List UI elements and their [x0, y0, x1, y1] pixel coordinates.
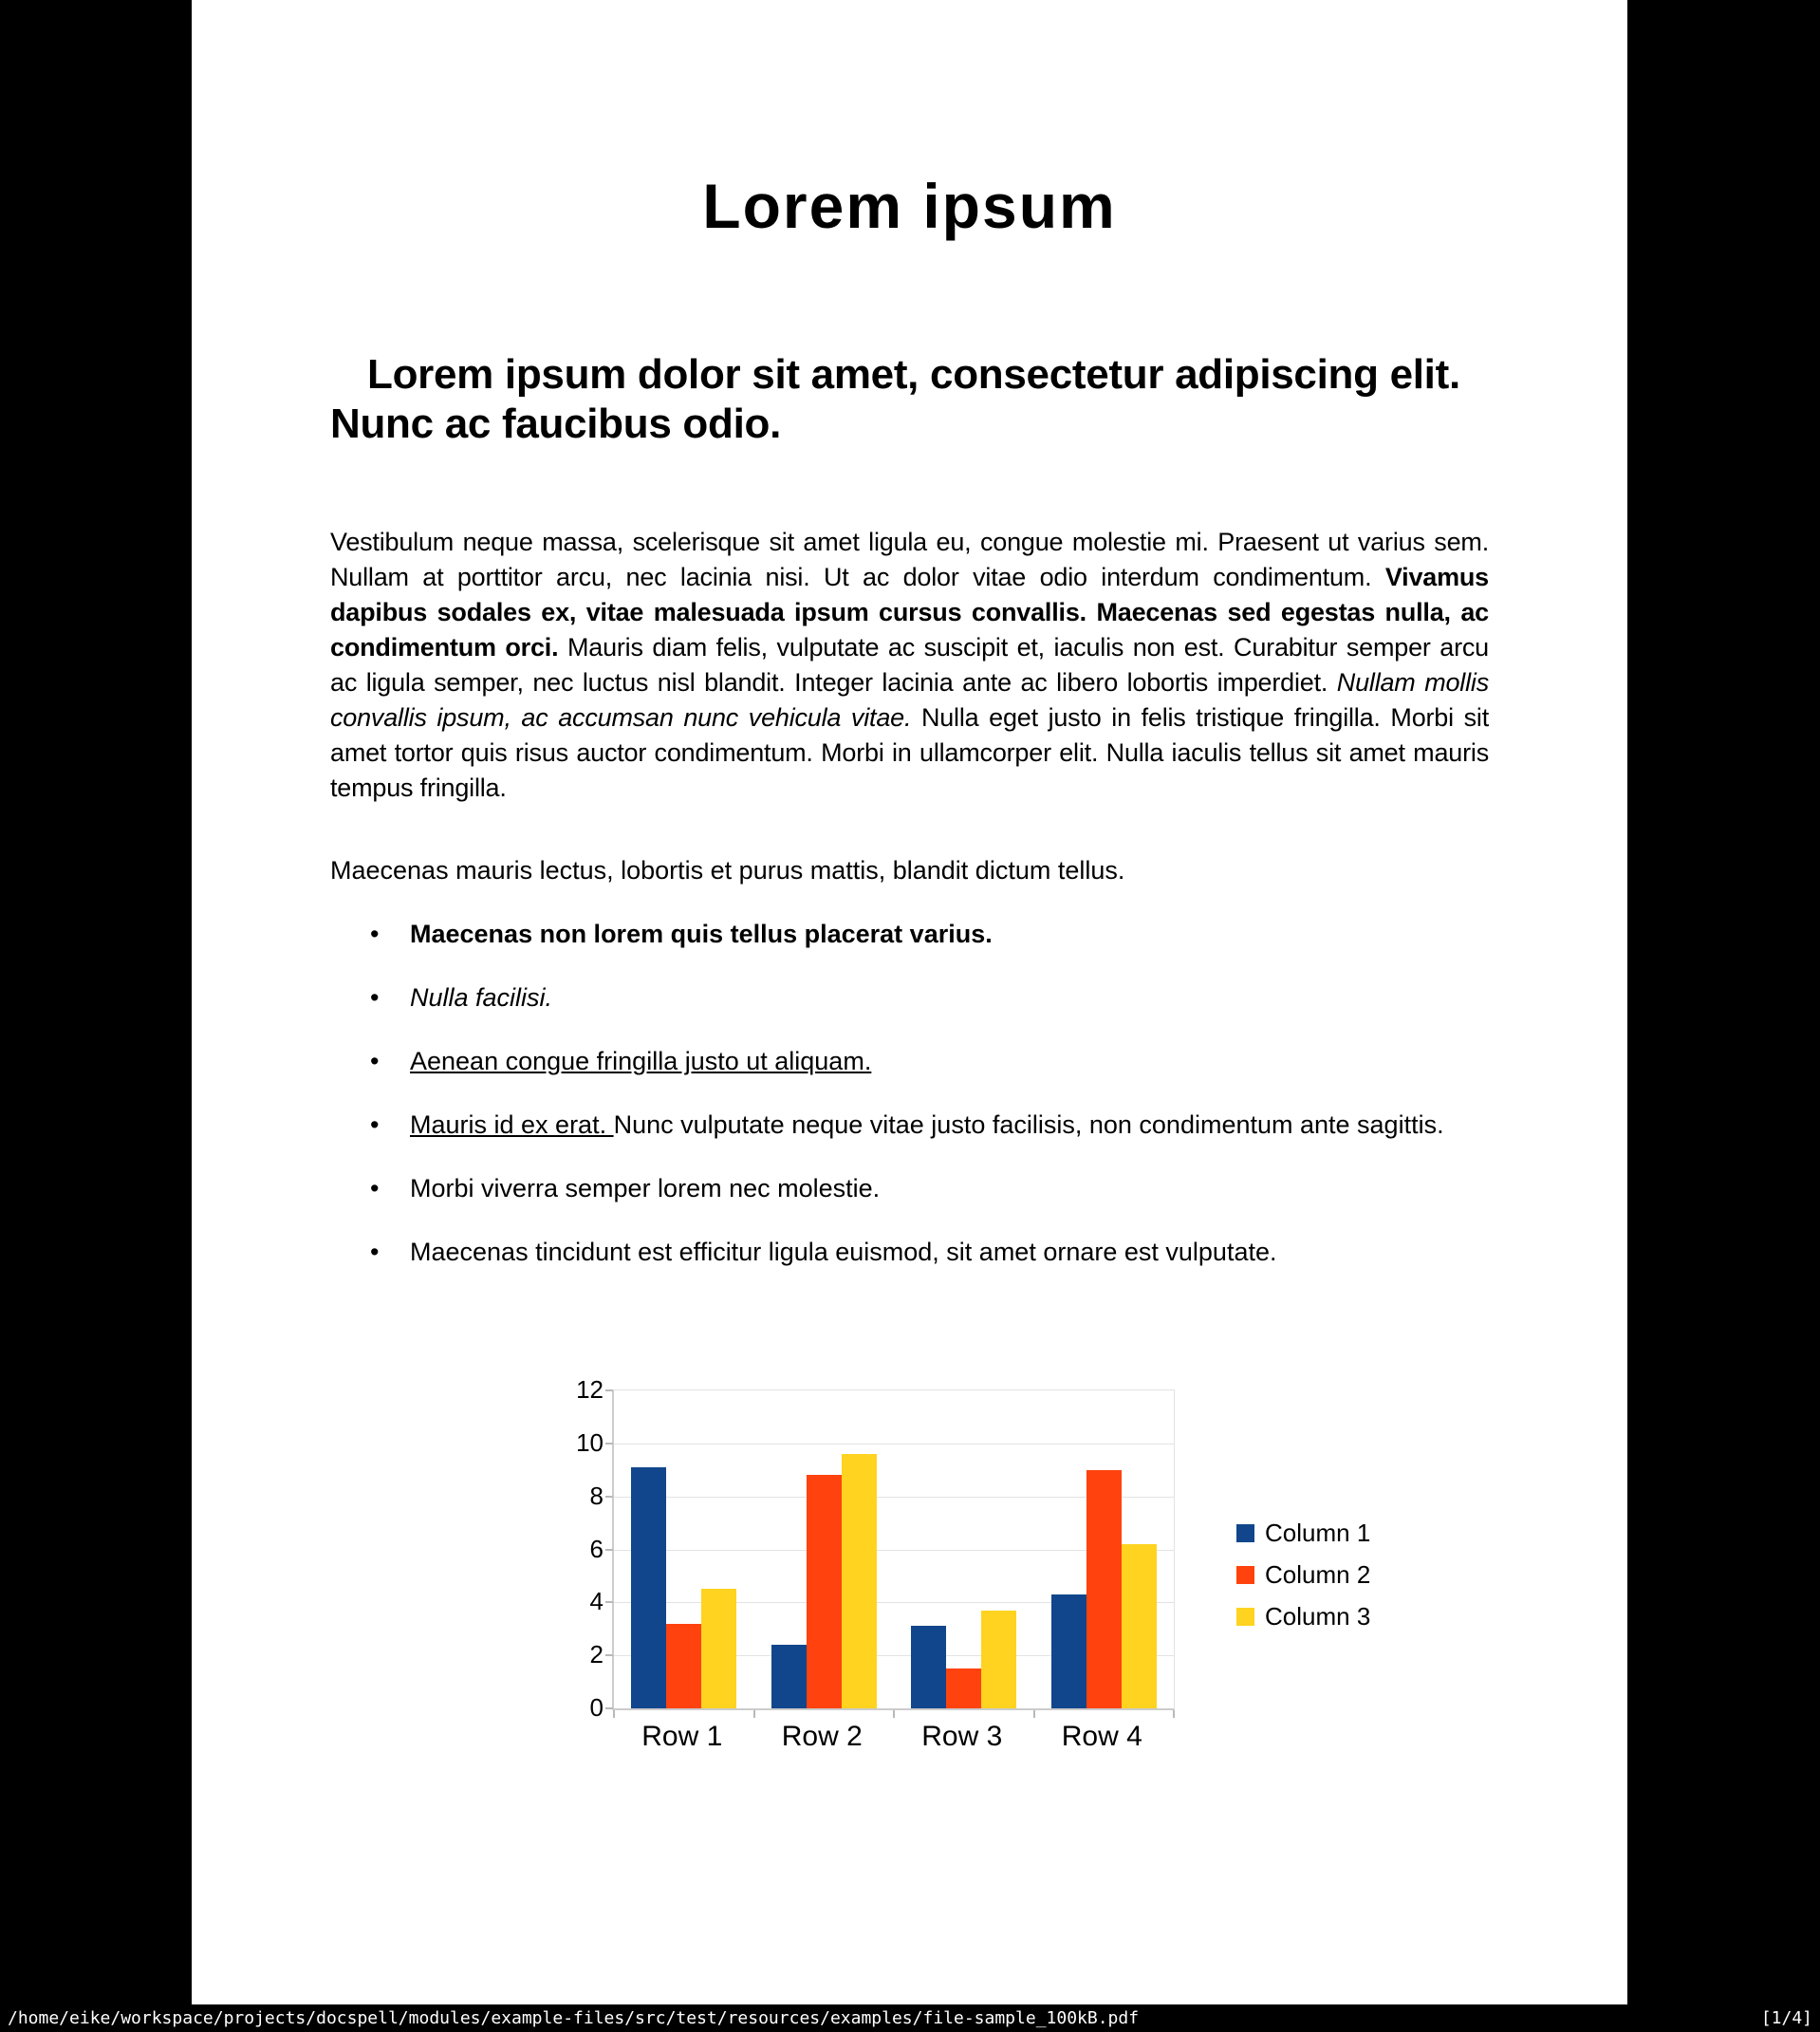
- bar-column-3-row-1: [701, 1589, 736, 1708]
- list-item: [330, 980, 1489, 1016]
- legend-label: Column 1: [1265, 1519, 1371, 1547]
- page-content: [192, 0, 1627, 1270]
- bar-column-1-row-2: [771, 1645, 807, 1708]
- x-axis-tick: [613, 1710, 615, 1718]
- bullet-icon: •: [370, 1110, 380, 1140]
- text-segment: Mauris diam felis, vulputate ac suscipit et, iaculis non est. Curabitur semper arcu ac ligula semper, nec luctus nisl blandit. Integer lacinia ante ac libero lobortis imperdiet.: [330, 633, 1489, 698]
- bar-column-3-row-3: [981, 1611, 1016, 1708]
- y-axis-tick: [605, 1601, 613, 1603]
- y-axis-label: 10: [576, 1427, 604, 1457]
- gridline: [614, 1444, 1174, 1445]
- bar-chart: [562, 1365, 1568, 1773]
- bar-column-2-row-2: [807, 1475, 842, 1708]
- bar-column-3-row-4: [1122, 1544, 1157, 1708]
- chart-legend: [1236, 1519, 1370, 1631]
- bar-column-1-row-4: [1051, 1594, 1086, 1708]
- legend-swatch-icon: [1236, 1608, 1254, 1626]
- list-item: [330, 917, 1489, 952]
- legend-swatch-icon: [1236, 1566, 1254, 1584]
- y-axis-label: 12: [576, 1375, 604, 1404]
- legend-label: Column 2: [1265, 1560, 1371, 1589]
- file-path: /home/eike/workspace/projects/docspell/modules/example-files/src/test/resources/examples/file-sample_100kB.pdf: [8, 2008, 1140, 2028]
- document-title: Lorem ipsum: [702, 171, 1117, 241]
- bar-column-1-row-3: [911, 1626, 946, 1708]
- chart-plot-area: [612, 1389, 1175, 1710]
- legend-entry: [1236, 1519, 1370, 1548]
- legend-label: Column 3: [1265, 1602, 1371, 1631]
- y-axis-tick: [605, 1496, 613, 1498]
- bullet-icon: •: [370, 983, 380, 1013]
- status-bar: [0, 2004, 1820, 2032]
- text-segment: Vestibulum neque massa, scelerisque sit amet ligula eu, congue molestie mi. Praesent ut varius sem. Nullam at porttitor arcu, nec lacinia nisi. Ut ac dolor vitae odio interdum condimentum.: [330, 528, 1489, 592]
- list-item: [330, 1044, 1489, 1079]
- bar-column-1-row-1: [631, 1467, 666, 1708]
- page-indicator: [1/4]: [1760, 2008, 1812, 2028]
- x-axis-tick: [893, 1710, 895, 1718]
- x-axis-tick: [1173, 1710, 1175, 1718]
- y-axis-label: 0: [589, 1693, 604, 1722]
- list-item: [330, 1235, 1489, 1270]
- y-axis-label: 6: [589, 1534, 604, 1563]
- bar-column-2-row-4: [1086, 1470, 1122, 1708]
- text-segment: Nulla facilisi.: [410, 983, 553, 1013]
- text-segment: Aenean congue fringilla justo ut aliquam.: [410, 1047, 872, 1076]
- x-axis-tick: [753, 1710, 755, 1718]
- bullet-icon: •: [370, 1238, 380, 1267]
- list-item: [330, 1171, 1489, 1206]
- text-segment: Nulla eget justo in felis tristique fringilla. Morbi sit amet tortor quis risus auctor condimentum. Morbi in ullamcorper elit. Nulla iaculis tellus sit amet mauris tempus fringilla.: [330, 703, 1489, 803]
- legend-swatch-icon: [1236, 1524, 1254, 1542]
- bar-column-2-row-1: [666, 1624, 701, 1708]
- document-heading: Lorem ipsum dolor sit amet, consectetur adipiscing elit. Nunc ac faucibus odio.: [330, 351, 1460, 448]
- y-axis-tick: [605, 1654, 613, 1656]
- y-axis-tick: [605, 1443, 613, 1445]
- bar-column-3-row-2: [842, 1454, 877, 1708]
- document-page: [192, 0, 1627, 2004]
- text-segment: Nullam mollis convallis ipsum, ac accumsan nunc vehicula vitae.: [330, 668, 1489, 733]
- y-axis-label: 8: [589, 1481, 604, 1510]
- x-axis-label: Row 3: [921, 1721, 1003, 1752]
- bullet-icon: •: [370, 1174, 380, 1203]
- y-axis-tick: [605, 1707, 613, 1709]
- x-axis-label: Row 1: [641, 1721, 723, 1752]
- y-axis-tick: [605, 1549, 613, 1551]
- text-segment: Maecenas non lorem quis tellus placerat varius.: [410, 920, 993, 949]
- y-axis-tick: [605, 1389, 613, 1391]
- bullet-icon: •: [370, 920, 380, 949]
- bullet-list: [330, 917, 1489, 1270]
- list-intro-line: Maecenas mauris lectus, lobortis et purus mattis, blandit dictum tellus.: [330, 856, 1125, 886]
- text-segment: Vivamus dapibus sodales ex, vitae malesuada ipsum cursus convallis. Maecenas sed egestas nulla, ac condimentum orci.: [330, 563, 1489, 662]
- text-segment: Nunc vulputate neque vitae justo facilisis, non condimentum ante sagittis.: [613, 1110, 1444, 1140]
- body-paragraph: [330, 525, 1489, 806]
- bullet-icon: •: [370, 1047, 380, 1076]
- text-segment: Maecenas tincidunt est efficitur ligula euismod, sit amet ornare est vulputate.: [410, 1238, 1277, 1267]
- x-axis-label: Row 2: [781, 1721, 863, 1752]
- list-item: [330, 1108, 1489, 1143]
- x-axis-label: Row 4: [1061, 1721, 1142, 1752]
- x-axis-tick: [1033, 1710, 1035, 1718]
- legend-entry: [1236, 1602, 1370, 1631]
- text-segment: Mauris id ex erat.: [410, 1110, 614, 1140]
- legend-entry: [1236, 1560, 1370, 1590]
- text-segment: Morbi viverra semper lorem nec molestie.: [410, 1174, 881, 1203]
- y-axis-label: 2: [589, 1640, 604, 1669]
- bar-column-2-row-3: [946, 1668, 981, 1708]
- y-axis-label: 4: [589, 1587, 604, 1616]
